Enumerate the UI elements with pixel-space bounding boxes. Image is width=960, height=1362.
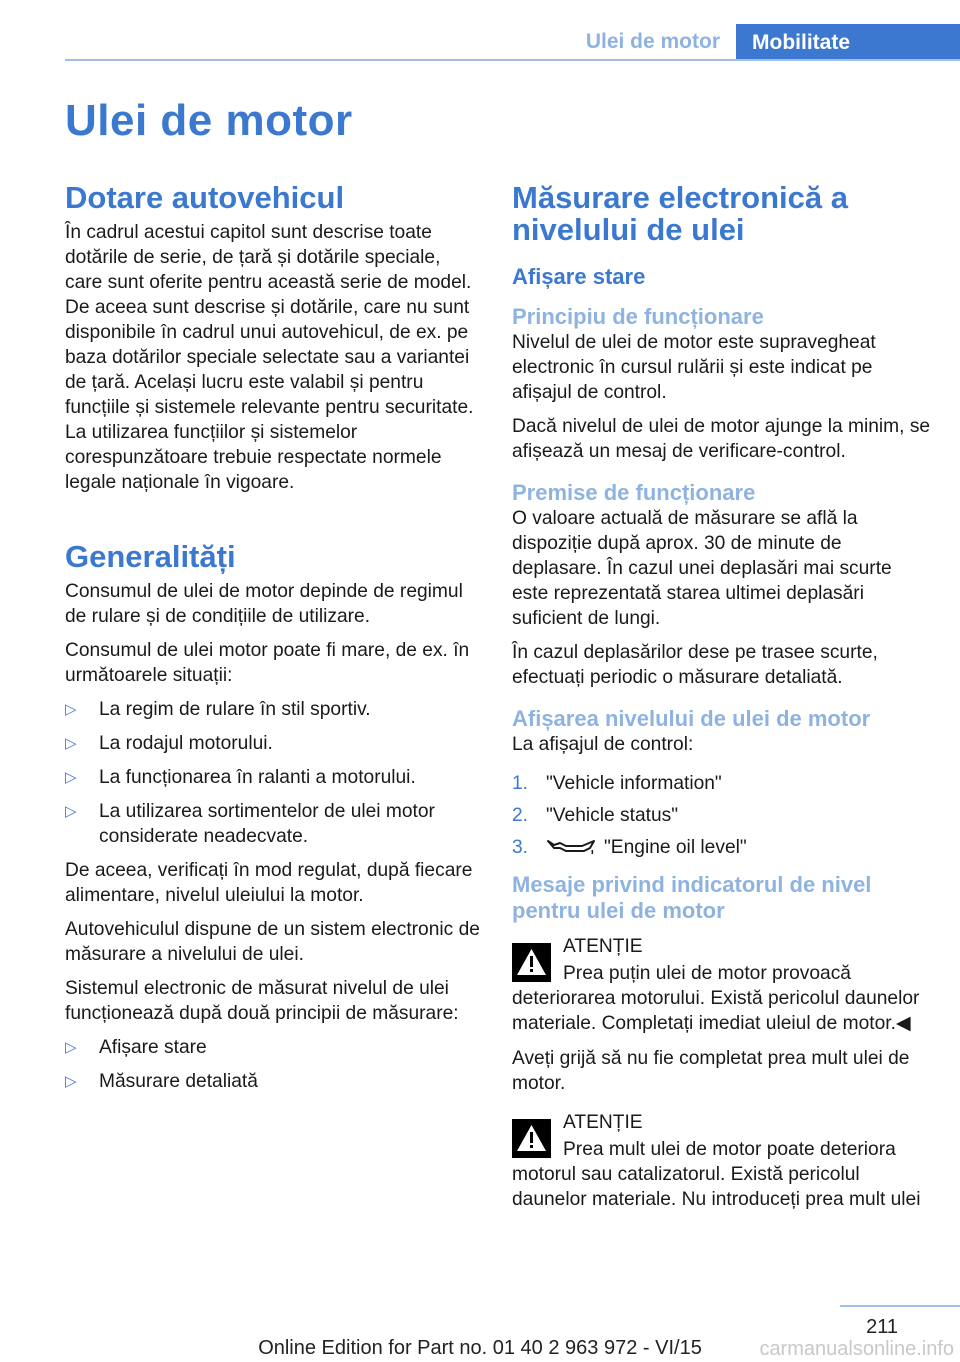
oil-can-icon — [546, 838, 598, 856]
page-title: Ulei de motor — [65, 96, 353, 145]
heading-generalitati: Generalități — [65, 539, 236, 574]
warning-block-2 — [512, 1110, 932, 1212]
gen-paragraph-5: Sistemul electronic de măsurat nivelul de ulei funcționează după două principii de măsurare: — [65, 978, 459, 1024]
warning-text: Prea mult ulei de motor poate deteriora motorul sau catalizatorul. Există pericolul daunelor materiale. Nu introduceți prea mult ulei — [512, 1139, 921, 1210]
header-chapter-tab[interactable]: Mobilitate — [736, 24, 960, 61]
list-item: ▷ La utilizarea sortimentelor de ulei motor considerate neadecvate. — [65, 801, 435, 847]
principles-list — [65, 1035, 481, 1094]
list-item: 2. "Vehicle status" — [512, 805, 679, 826]
situations-list — [65, 697, 481, 849]
steps-list — [512, 771, 932, 860]
gen-paragraph-4: Autovehiculul dispune de un sistem electronic de măsurare a nivelului de ulei. — [65, 919, 480, 965]
triangle-bullet-icon: ▷ — [65, 769, 77, 786]
triangle-bullet-icon: ▷ — [65, 1039, 77, 1056]
left-column — [65, 182, 481, 1103]
warning-text: Prea puțin ulei de motor provoacă deteriorarea motorului. Există pericolul daunelor materiale. Completați imediat uleiul de motor.◀ — [512, 963, 920, 1034]
warning-title: ATENȚIE — [563, 936, 643, 957]
list-item: ▷ La funcționarea în ralanti a motorului. — [65, 767, 416, 788]
right-column — [512, 182, 932, 1222]
gen-paragraph-1: Consumul de ulei de motor depinde de regimul de rulare și de condițiile de utilizare. — [65, 581, 463, 627]
heading-afisare-stare: Afișare stare — [512, 264, 646, 289]
warning-title: ATENȚIE — [563, 1112, 643, 1133]
watermark: carmanualsonline.info — [759, 1338, 954, 1360]
overfill-paragraph: Aveți grijă să nu fie completat prea mult ulei de motor. — [512, 1048, 910, 1094]
list-item: ▷ Afișare stare — [65, 1037, 207, 1058]
heading-mesaje-indicator: Mesaje privind indicatorul de nivel pentru ulei de motor — [512, 872, 872, 923]
triangle-bullet-icon: ▷ — [65, 735, 77, 752]
heading-premise-functionare: Premise de funcționare — [512, 480, 756, 505]
principiu-paragraph-2: Dacă nivelul de ulei de motor ajunge la minim, se afișează un mesaj de verificare-control. — [512, 416, 931, 462]
gen-paragraph-3: De aceea, verificați în mod regulat, după fiecare alimentare, nivelul uleiului la motor. — [65, 860, 473, 906]
gen-paragraph-2: Consumul de ulei motor poate fi mare, de ex. în următoarele situații: — [65, 640, 470, 686]
premise-paragraph-1: O valoare actuală de măsurare se află la dispoziție după aprox. 30 de minute de deplasare. În cazul unei deplasări mai scurte este reprezentată starea ultimei deplasări suficient de lungi. — [512, 508, 892, 629]
heading-dotare-autovehicul: Dotare autovehicul — [65, 180, 345, 215]
list-item: ▷ Măsurare detaliată — [65, 1071, 258, 1092]
warning-block-1 — [512, 934, 932, 1036]
heading-principiu-functionare: Principiu de funcționare — [512, 304, 764, 329]
heading-afisarea-nivelului: Afișarea nivelului de ulei de motor — [512, 706, 871, 731]
premise-paragraph-2: În cazul deplasărilor dese pe trasee scurte, efectuați periodic o măsurare detaliată. — [512, 642, 878, 688]
list-item: 3. "Engine oil level" — [512, 837, 747, 858]
afisarea-paragraph: La afișajul de control: — [512, 734, 694, 755]
principiu-paragraph-1: Nivelul de ulei de motor este supravegheat electronic în cursul rulării și este indicat pe afișajul de control. — [512, 332, 876, 403]
triangle-bullet-icon: ▷ — [65, 803, 77, 820]
online-edition-text: Online Edition for Part no. 01 40 2 963 972 - VI/15 — [258, 1337, 702, 1359]
triangle-bullet-icon: ▷ — [65, 1073, 77, 1090]
header-section-tab[interactable]: Ulei de motor — [585, 30, 720, 53]
header-rule — [65, 59, 960, 61]
running-header — [0, 0, 960, 62]
warning-triangle-icon — [512, 1119, 551, 1158]
footer-rule — [840, 1305, 960, 1307]
heading-masurare-electronica: Măsurare electronică a nivelului de ulei — [512, 180, 849, 247]
warning-triangle-icon — [512, 943, 551, 982]
page-number: 211 — [866, 1316, 898, 1338]
dotare-paragraph: În cadrul acestui capitol sunt descrise toate dotările de serie, de țară și dotările speciale, care sunt oferite pentru această serie de model. De aceea sunt descrise și dotările, care nu sunt disponibile în cadrul unui autovehicul, de ex. pe baza dotărilor speciale selectate sau a variantei de țară. Același lucru este valabil și pentru funcțiile și sistemele relevante pentru securitate. La utilizarea funcțiilor și sistemelor corespunzătoare trebuie respectate normele legale naționale în vigoare. — [65, 222, 474, 493]
triangle-bullet-icon: ▷ — [65, 701, 77, 718]
list-item: ▷ La rodajul motorului. — [65, 733, 273, 754]
list-item: ▷ La regim de rulare în stil sportiv. — [65, 699, 371, 720]
list-item: 1. "Vehicle information" — [512, 773, 722, 794]
